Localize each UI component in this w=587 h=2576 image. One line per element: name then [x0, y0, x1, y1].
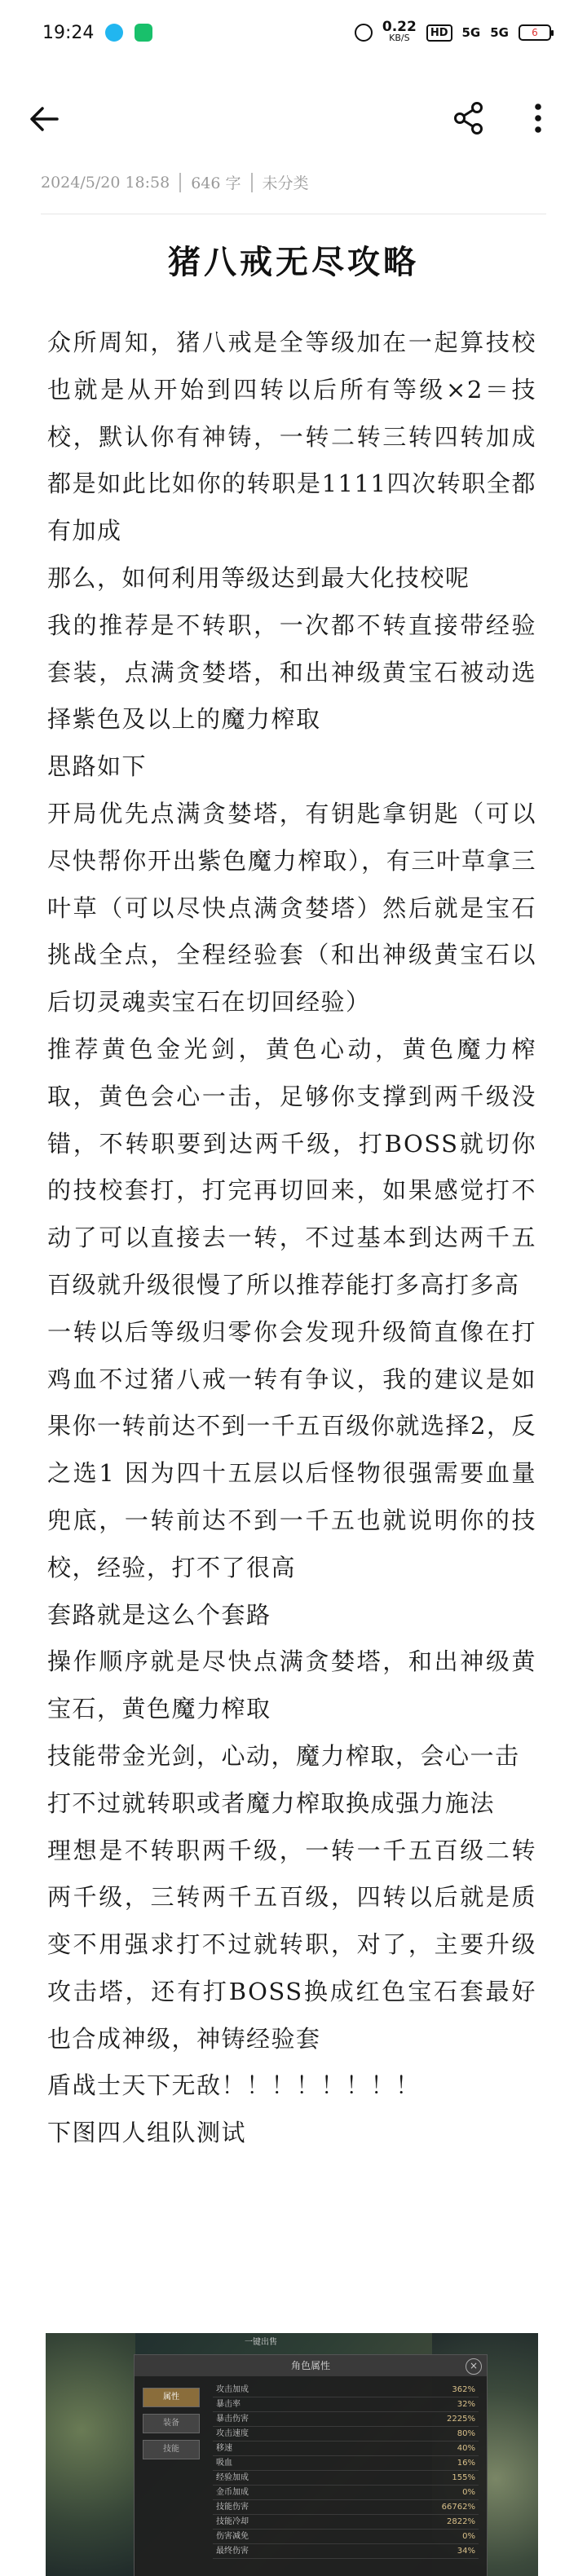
attribute-row [213, 2456, 479, 2471]
paragraph: 思路如下 [47, 752, 148, 781]
network-speed [382, 21, 417, 44]
attribute-label: 吸血 [216, 2459, 232, 2468]
share-icon[interactable] [450, 99, 488, 137]
network-speed-unit: KB/S [389, 33, 410, 43]
attribute-list [213, 2383, 479, 2559]
wechat-icon [135, 24, 152, 42]
attribute-value: 40% [457, 2444, 475, 2453]
attribute-label: 金币加成 [216, 2488, 249, 2497]
signal-1: 5G [461, 25, 481, 40]
attribute-value: 66762% [441, 2503, 475, 2512]
attribute-label: 最终伤害 [216, 2547, 249, 2556]
attribute-value: 2822% [447, 2517, 475, 2526]
attribute-value: 80% [457, 2429, 475, 2438]
panel-tab: 装备 [143, 2414, 200, 2433]
article-title: 猪八戒无尽攻略 [168, 243, 419, 281]
qq-icon [105, 24, 123, 42]
paragraph: 下图四人组队测试 [47, 2119, 247, 2147]
panel-tab: 属性 [143, 2388, 200, 2407]
paragraph: 打不过就转职或者魔力榨取换成强力施法 [47, 1789, 496, 1817]
paragraph: 操作顺序就是尽快点满贪婪塔，和出神级黄宝石，黄色魔力榨取 [47, 1647, 536, 1723]
top-app-bar [0, 82, 587, 155]
battery-icon: 6 [519, 24, 551, 41]
game-background-left [46, 2333, 135, 2576]
embedded-game-screenshot[interactable] [46, 2333, 538, 2576]
article-body[interactable] [47, 320, 536, 2157]
more-vertical-icon[interactable] [522, 99, 554, 137]
attribute-row [213, 2544, 479, 2559]
attribute-value: 32% [457, 2400, 475, 2409]
attribute-label: 攻击速度 [216, 2429, 249, 2438]
paragraph: 我的推荐是不转职，一次都不转直接带经验套装，点满贪婪塔，和出神级黄宝石被动选择紫色及以上的魔力榨取 [47, 611, 536, 734]
attribute-row [213, 2515, 479, 2530]
article-date: 2024/5/20 18:58 [41, 173, 170, 192]
attribute-value: 34% [457, 2547, 475, 2556]
attribute-value: 2225% [447, 2415, 475, 2424]
attribute-value: 0% [462, 2532, 475, 2541]
alarm-icon [355, 24, 373, 42]
panel-tabs [143, 2388, 200, 2466]
attribute-row [213, 2530, 479, 2544]
panel-tab: 技能 [143, 2440, 200, 2459]
attribute-label: 移速 [216, 2444, 232, 2453]
back-arrow-icon[interactable] [24, 99, 64, 139]
article-category[interactable]: 未分类 [262, 174, 309, 192]
attribute-label: 攻击加成 [216, 2385, 249, 2394]
paragraph: 众所周知，猪八戒是全等级加在一起算技校 也就是从开始到四转以后所有等级×2＝技校，默认你有神铸，一转二转三转四转加成都是如此比如你的转职是1111四次转职全都有加成 [47, 329, 536, 545]
attribute-row [213, 2397, 479, 2412]
paragraph: 开局优先点满贪婪塔，有钥匙拿钥匙（可以尽快帮你开出紫色魔力榨取），有三叶草拿三叶草（可以尽快点满贪婪塔）然后就是宝石挑战全点，全程经验套（和出神级黄宝石以后切灵魂卖宝石在切回经验） [47, 799, 536, 1017]
article-word-count: 646 字 [191, 174, 241, 192]
paragraph: 套路就是这么个套路 [47, 1600, 271, 1629]
game-caption: 一键出售 [245, 2338, 277, 2347]
attribute-label: 伤害减免 [216, 2532, 249, 2541]
paragraph: 技能带金光剑，心动，魔力榨取，会心一击 [47, 1741, 520, 1770]
status-time: 19:24 [42, 22, 95, 43]
paragraph: 那么，如何利用等级达到最大化技校呢 [47, 563, 470, 592]
paragraph: 盾战士天下无敌！！！！！！！！ [47, 2071, 421, 2100]
attribute-value: 16% [457, 2459, 475, 2468]
attribute-row [213, 2383, 479, 2397]
paragraph: 理想是不转职两千级，一转一千五百级二转两千级，三转两千五百级，四转以后就是质变不用强求打不过就转职，对了，主要升级攻击塔，还有打BOSS换成红色宝石套最好也合成神级，神铸经验套 [47, 1836, 536, 2053]
signal-2: 5G [490, 25, 509, 40]
paragraph: 一转以后等级归零你会发现升级简直像在打鸡血不过猪八戒一转有争议，我的建议是如果你一转前达不到一千五百级你就选择2，反之选1 因为四十五层以后怪物很强需要血量兜底，一转前达不到一千五也就说明你的技校，经验，打不了很高 [47, 1317, 536, 1581]
character-attributes-panel [134, 2354, 488, 2576]
close-icon: × [466, 2358, 482, 2375]
paragraph: 推荐黄色金光剑，黄色心动，黄色魔力榨取，黄色会心一击，足够你支撑到两千级没错，不转职要到达两千级，打BOSS就切你的技校套打，打完再切回来，如果感觉打不动了可以直接去一转，不过基本到达两千五百级就升级很慢了所以推荐能打多高打多高 [47, 1034, 536, 1299]
hd-badge: HD [426, 24, 452, 42]
attribute-label: 技能冷却 [216, 2517, 249, 2526]
network-speed-value: 0.22 [382, 19, 417, 35]
attribute-value: 362% [452, 2385, 475, 2394]
attribute-row [213, 2500, 479, 2515]
attribute-row [213, 2412, 479, 2427]
attribute-label: 技能伤害 [216, 2503, 249, 2512]
attribute-row [213, 2471, 479, 2486]
attribute-value: 155% [452, 2473, 475, 2482]
attribute-label: 暴击率 [216, 2400, 241, 2409]
attribute-label: 暴击伤害 [216, 2415, 249, 2424]
attribute-label: 经验加成 [216, 2473, 249, 2482]
panel-title: 角色属性 [135, 2355, 487, 2376]
attribute-row [213, 2427, 479, 2441]
meta-divider [251, 173, 253, 192]
attribute-row [213, 2486, 479, 2500]
status-bar [0, 0, 587, 65]
meta-divider [179, 173, 181, 192]
attribute-row [213, 2441, 479, 2456]
article-meta [41, 171, 309, 193]
attribute-value: 0% [462, 2488, 475, 2497]
